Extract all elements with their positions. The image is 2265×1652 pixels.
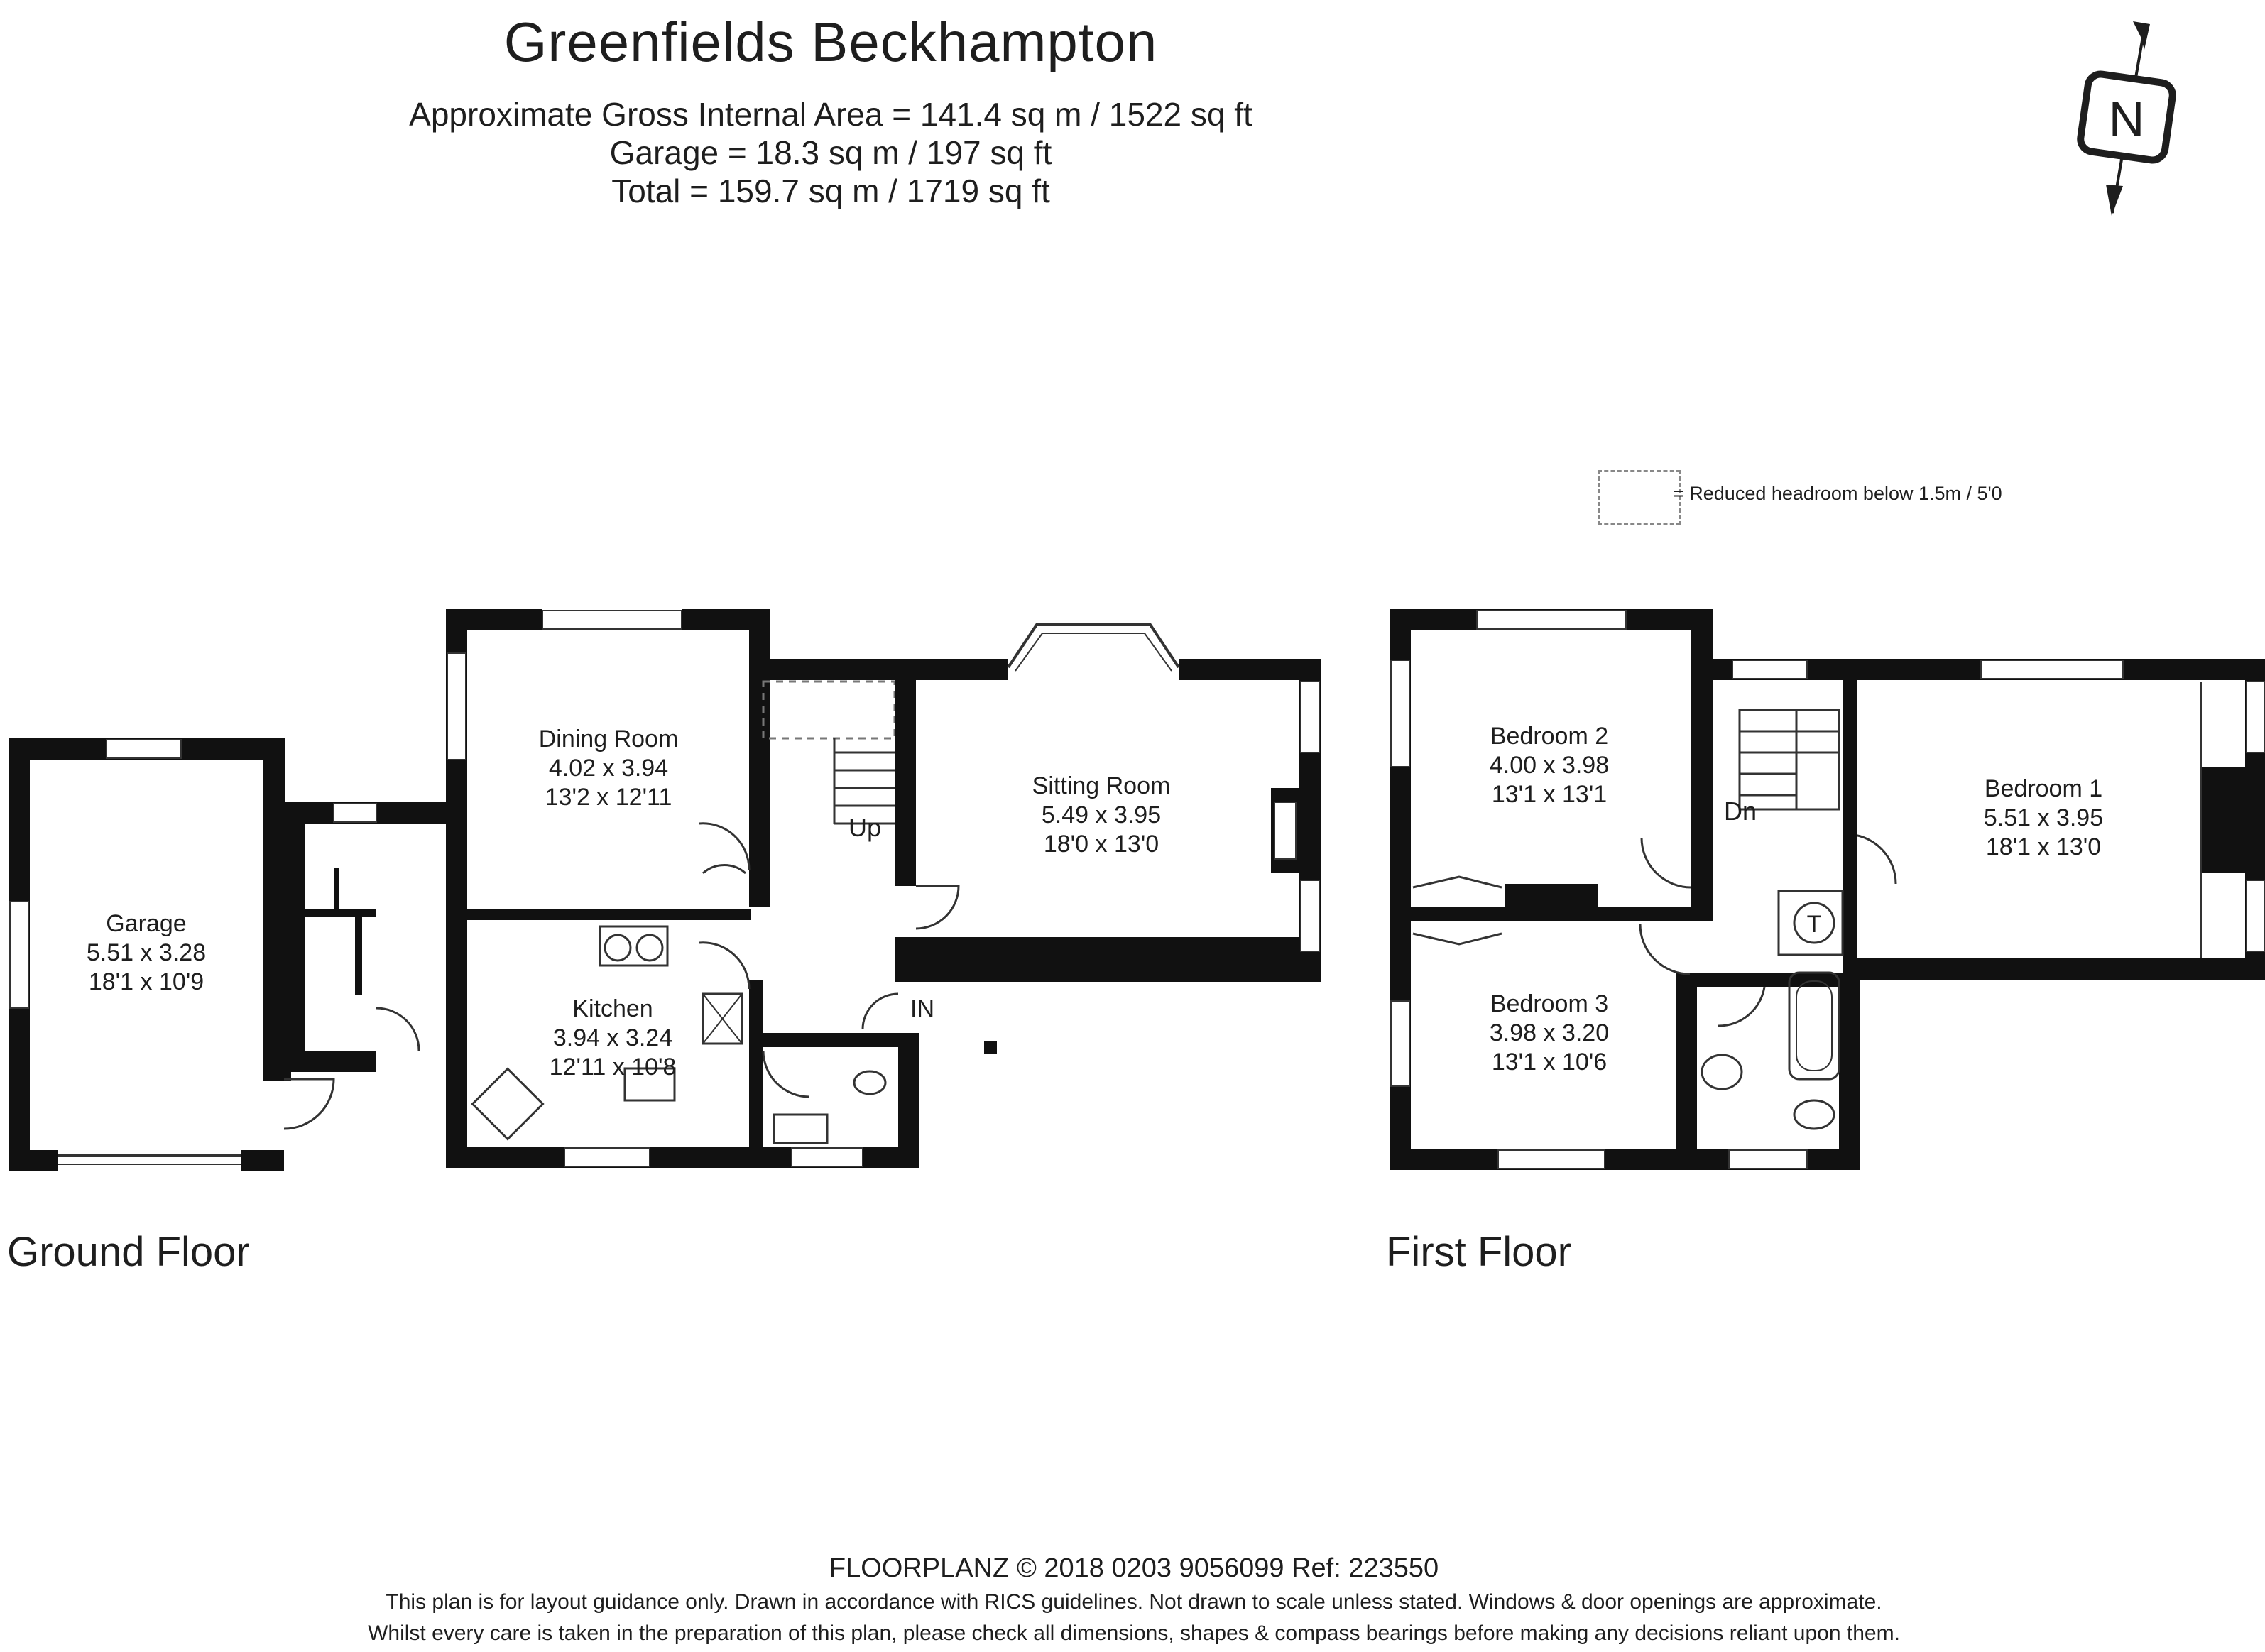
bed2-imperial: 13'1 x 13'1: [1491, 781, 1608, 808]
kitchen-metric: 3.94 x 3.24: [552, 1024, 673, 1051]
footer-disclaimer-2: Whilst every care is taken in the preparation of this plan, please check all dimensions, shapes & compass bearings before making any decisions reliant upon them.: [368, 1621, 1900, 1645]
stairs-up-label: Up: [848, 813, 882, 842]
bed1-imperial: 18'1 x 13'0: [1985, 833, 2102, 860]
total-area: Total = 159.7 sq m / 1719 sq ft: [611, 173, 1050, 209]
sitting-imperial: 18'0 x 13'0: [1043, 831, 1159, 858]
sitting-name: Sitting Room: [1032, 772, 1171, 799]
legend-text: = Reduced headroom below 1.5m / 5'0: [1673, 483, 2002, 504]
bed1-name: Bedroom 1: [1984, 775, 2103, 802]
first-floor-label: First Floor: [1386, 1229, 1571, 1275]
bed1-metric: 5.51 x 3.95: [1983, 804, 2104, 831]
stairs-down-label: Dn: [1724, 797, 1757, 826]
ground-floor-label: Ground Floor: [7, 1229, 250, 1275]
footer-credit: FLOORPLANZ © 2018 0203 9056099 Ref: 223550: [829, 1553, 1439, 1583]
bed3-imperial: 13'1 x 10'6: [1491, 1049, 1608, 1076]
dining-name: Dining Room: [538, 726, 679, 753]
footer-disclaimer-1: This plan is for layout guidance only. Drawn in accordance with RICS guidelines. Not drawn to scale unless stated. Windows & door openings are approximate.: [386, 1590, 1882, 1614]
bed2-name: Bedroom 2: [1490, 723, 1609, 750]
garage-imperial: 18'1 x 10'9: [88, 968, 204, 995]
compass-icon: [2079, 21, 2174, 216]
first-floor-plan: [1390, 609, 2265, 1170]
entrance-label: IN: [910, 995, 934, 1022]
kitchen-imperial: 12'11 x 10'8: [549, 1054, 677, 1081]
plan-title: Greenfields Beckhampton: [503, 11, 1158, 73]
dining-imperial: 13'2 x 12'11: [545, 784, 672, 811]
bed3-name: Bedroom 3: [1490, 990, 1609, 1017]
gross-internal-area: Approximate Gross Internal Area = 141.4 sq m / 1522 sq ft: [409, 96, 1252, 133]
compass-north-label: N: [2108, 92, 2145, 147]
ground-floor-plan: [9, 609, 1321, 1171]
bed2-metric: 4.00 x 3.98: [1489, 752, 1610, 779]
bed3-metric: 3.98 x 3.20: [1489, 1019, 1610, 1046]
dining-metric: 4.02 x 3.94: [548, 755, 669, 782]
garage-metric: 5.51 x 3.28: [86, 939, 207, 966]
kitchen-name: Kitchen: [572, 995, 653, 1022]
garage-area: Garage = 18.3 sq m / 197 sq ft: [609, 134, 1052, 171]
tank-label: T: [1806, 911, 1822, 938]
garage-name: Garage: [106, 910, 187, 937]
sitting-metric: 5.49 x 3.95: [1041, 802, 1162, 828]
